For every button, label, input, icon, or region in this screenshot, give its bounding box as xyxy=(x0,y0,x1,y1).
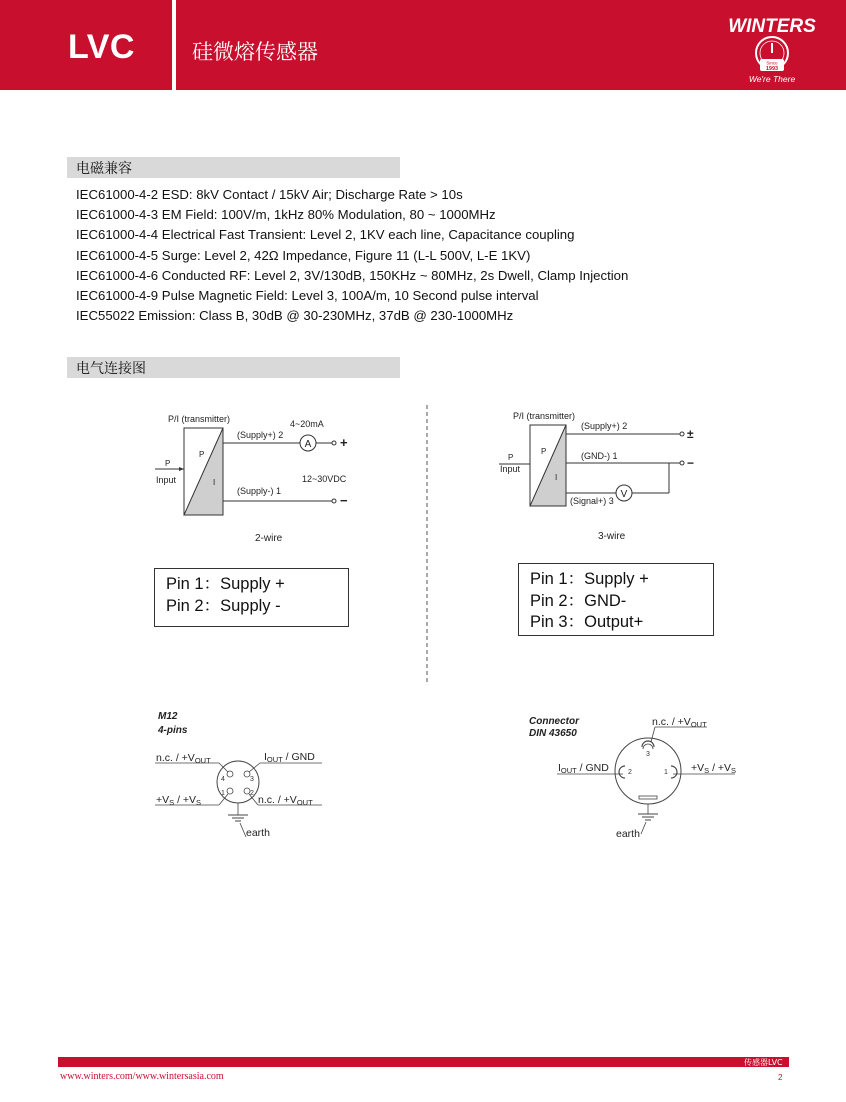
svg-text:V: V xyxy=(620,489,628,500)
page-number: 2 xyxy=(778,1073,783,1082)
supply-plus-label: (Supply+) 2 xyxy=(237,430,284,440)
supply-minus-label: (Supply-) 1 xyxy=(237,486,282,496)
emc-item: IEC61000-4-9 Pulse Magnetic Field: Level 3, 100A/m, 10 Second pulse interval xyxy=(76,288,539,304)
din-vs-label: +VS / +VS xyxy=(691,762,737,775)
svg-text:A: A xyxy=(304,439,312,450)
footer-bar xyxy=(58,1057,789,1067)
emc-item: IEC61000-4-3 EM Field: 100V/m, 1kHz 80% Modulation, 80 ~ 1000MHz xyxy=(76,207,496,223)
footer-url[interactable]: www.winters.com/www.wintersasia.com xyxy=(60,1071,224,1082)
m12-iout-gnd-label: IOUT / GND xyxy=(264,751,315,764)
svg-text:2: 2 xyxy=(628,769,632,776)
din-nc-vout-label: n.c. / +VOUT xyxy=(652,716,707,729)
m12-subtitle: 4-pins xyxy=(158,725,188,736)
since-year: 1993 xyxy=(765,66,779,72)
emc-list xyxy=(76,185,628,326)
input-label: Input xyxy=(156,475,177,485)
three-wire-caption: 3-wire xyxy=(598,531,626,542)
svg-text:3: 3 xyxy=(646,751,650,758)
emc-item: IEC61000-4-6 Conducted RF: Level 2, 3V/130dB, 150KHz ~ 80MHz, 2s Dwell, Clamp Injection xyxy=(76,267,629,283)
din-subtitle: DIN 43650 xyxy=(529,728,577,739)
svg-text:3: 3 xyxy=(250,776,254,783)
emc-item: IEC61000-4-5 Surge: Level 2, 42Ω Impedance, Figure 11 (L-L 500V, L-E 1KV) xyxy=(76,247,531,263)
svg-text:1: 1 xyxy=(664,769,668,776)
brand-name: WINTERS xyxy=(728,16,816,37)
m12-earth-label: earth xyxy=(246,827,270,839)
plus-terminal: + xyxy=(340,435,348,450)
p-label: P xyxy=(199,450,205,459)
svg-text:4: 4 xyxy=(221,776,225,783)
two-wire-diagram xyxy=(140,405,380,550)
input-label: Input xyxy=(500,464,521,474)
signal-label: (Signal+) 3 xyxy=(570,496,614,506)
two-wire-title: P/I (transmitter) xyxy=(168,414,231,424)
pin-line: Pin 1：Supply + xyxy=(530,570,649,588)
three-wire-pin-box xyxy=(518,563,714,636)
voltage-label: 12~30VDC xyxy=(302,474,347,484)
i-label: I xyxy=(555,473,558,482)
winters-logo xyxy=(728,8,816,86)
input-p-label: P xyxy=(165,459,171,468)
supply-plus-label: (Supply+) 2 xyxy=(581,421,628,431)
two-wire-current: 4~20mA xyxy=(290,419,324,429)
pin-line: Pin 3：Output+ xyxy=(530,613,644,631)
emc-item: IEC55022 Emission: Class B, 30dB @ 30-230MHz, 37dB @ 230-1000MHz xyxy=(76,308,514,324)
din-connector-diagram xyxy=(525,710,745,845)
two-wire-caption: 2-wire xyxy=(255,533,283,544)
pin-line: Pin 2：GND- xyxy=(530,591,627,610)
page-title: 硅微熔传感器 xyxy=(192,40,318,64)
minus-terminal: − xyxy=(340,493,348,508)
svg-text:2: 2 xyxy=(250,790,254,797)
three-wire-diagram xyxy=(495,405,715,550)
din-earth-label: earth xyxy=(616,828,640,840)
two-wire-pin-box xyxy=(154,568,349,627)
m12-title: M12 xyxy=(158,711,178,722)
m12-connector-diagram xyxy=(150,705,340,845)
product-code: LVC xyxy=(68,28,135,66)
m12-nc-vout-label: n.c. / +VOUT xyxy=(156,752,211,765)
gnd-label: (GND-) 1 xyxy=(581,451,618,461)
page-header xyxy=(0,0,846,90)
section-heading-emc-label: 电磁兼容 xyxy=(76,161,132,177)
section-heading-emc xyxy=(67,157,400,178)
section-heading-wiring xyxy=(67,357,400,378)
emc-item: IEC61000-4-4 Electrical Fast Transient: Level 2, 1KV each line, Capacitance coupling xyxy=(76,227,575,243)
three-wire-title: P/I (transmitter) xyxy=(513,411,576,421)
dashed-divider xyxy=(424,405,430,685)
din-title: Connector xyxy=(529,716,579,727)
header-divider xyxy=(172,0,176,90)
minus-terminal: − xyxy=(687,456,695,470)
footer-label: 传感器LVC xyxy=(744,1058,783,1067)
slogan: We're There xyxy=(748,74,796,84)
m12-nc-vout-label-2: n.c. / +VOUT xyxy=(258,794,313,807)
section-heading-wiring-label: 电气连接图 xyxy=(76,361,146,377)
input-p-label: P xyxy=(508,453,514,462)
emc-item: IEC61000-4-2 ESD: 8kV Contact / 15kV Air; Discharge Rate > 10s xyxy=(76,187,463,202)
m12-vs-label: +VS / +VS xyxy=(156,794,202,807)
svg-text:1: 1 xyxy=(221,790,225,797)
since-label: Since xyxy=(766,60,778,66)
pin-line: Pin 2：Supply - xyxy=(166,596,281,615)
plus-terminal: ± xyxy=(687,427,694,441)
p-label: P xyxy=(541,447,547,456)
din-socket xyxy=(615,738,681,804)
pin-line: Pin 1：Supply + xyxy=(166,575,285,593)
din-iout-gnd-label: IOUT / GND xyxy=(558,762,609,775)
i-label: I xyxy=(213,478,216,487)
